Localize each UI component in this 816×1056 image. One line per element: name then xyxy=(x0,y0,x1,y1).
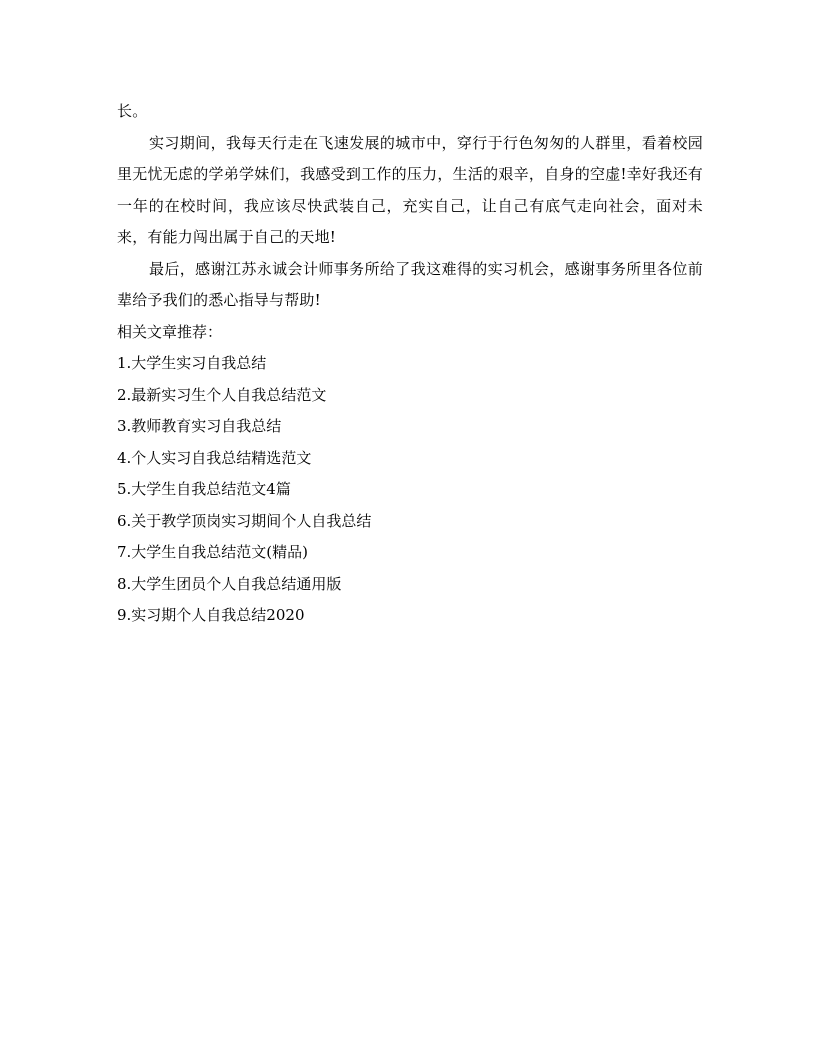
related-article-link-6[interactable]: 6.关于教学顶岗实习期间个人自我总结 xyxy=(117,511,372,530)
related-article-link-9[interactable]: 9.实习期个人自我总结2020 xyxy=(117,606,305,624)
related-articles-list xyxy=(117,348,703,632)
related-article-item xyxy=(117,569,703,601)
related-article-item xyxy=(117,348,703,380)
related-article-link-1[interactable]: 1.大学生实习自我总结 xyxy=(117,354,267,372)
related-article-item xyxy=(117,600,703,632)
related-articles-section xyxy=(117,317,703,632)
related-article-link-5[interactable]: 5.大学生自我总结范文4篇 xyxy=(117,480,291,498)
paragraph-internship-reflection: 实习期间，我每天行走在飞速发展的城市中，穿行于行色匆匆的人群里，看着校园里无忧无虑的学弟学妹们，我感受到工作的压力，生活的艰辛，自身的空虚!幸好我还有一年的在校时间，我应该尽快武装自己，充实自己，让自己有底气走向社会，面对未来，有能力闯出属于自己的天地! xyxy=(117,133,703,246)
related-article-link-4[interactable]: 4.个人实习自我总结精选范文 xyxy=(117,448,312,467)
related-article-link-2[interactable]: 2.最新实习生个人自我总结范文 xyxy=(117,385,327,404)
related-article-link-8[interactable]: 8.大学生团员个人自我总结通用版 xyxy=(117,574,342,593)
related-articles-heading: 相关文章推荐： xyxy=(117,322,223,341)
related-article-item xyxy=(117,474,703,506)
related-article-item xyxy=(117,380,703,412)
paragraph-continuation: 长。 xyxy=(117,102,148,120)
related-article-link-7[interactable]: 7.大学生自我总结范文(精品) xyxy=(117,543,309,561)
related-article-item xyxy=(117,506,703,538)
related-article-item xyxy=(117,537,703,569)
document-page xyxy=(117,96,703,632)
related-article-item xyxy=(117,411,703,443)
paragraph-acknowledgement: 最后，感谢江苏永诚会计师事务所给了我这难得的实习机会，感谢事务所里各位前辈给予我们的悉心指导与帮助! xyxy=(117,259,703,309)
related-article-item xyxy=(117,443,703,475)
related-article-link-3[interactable]: 3.教师教育实习自我总结 xyxy=(117,417,282,435)
